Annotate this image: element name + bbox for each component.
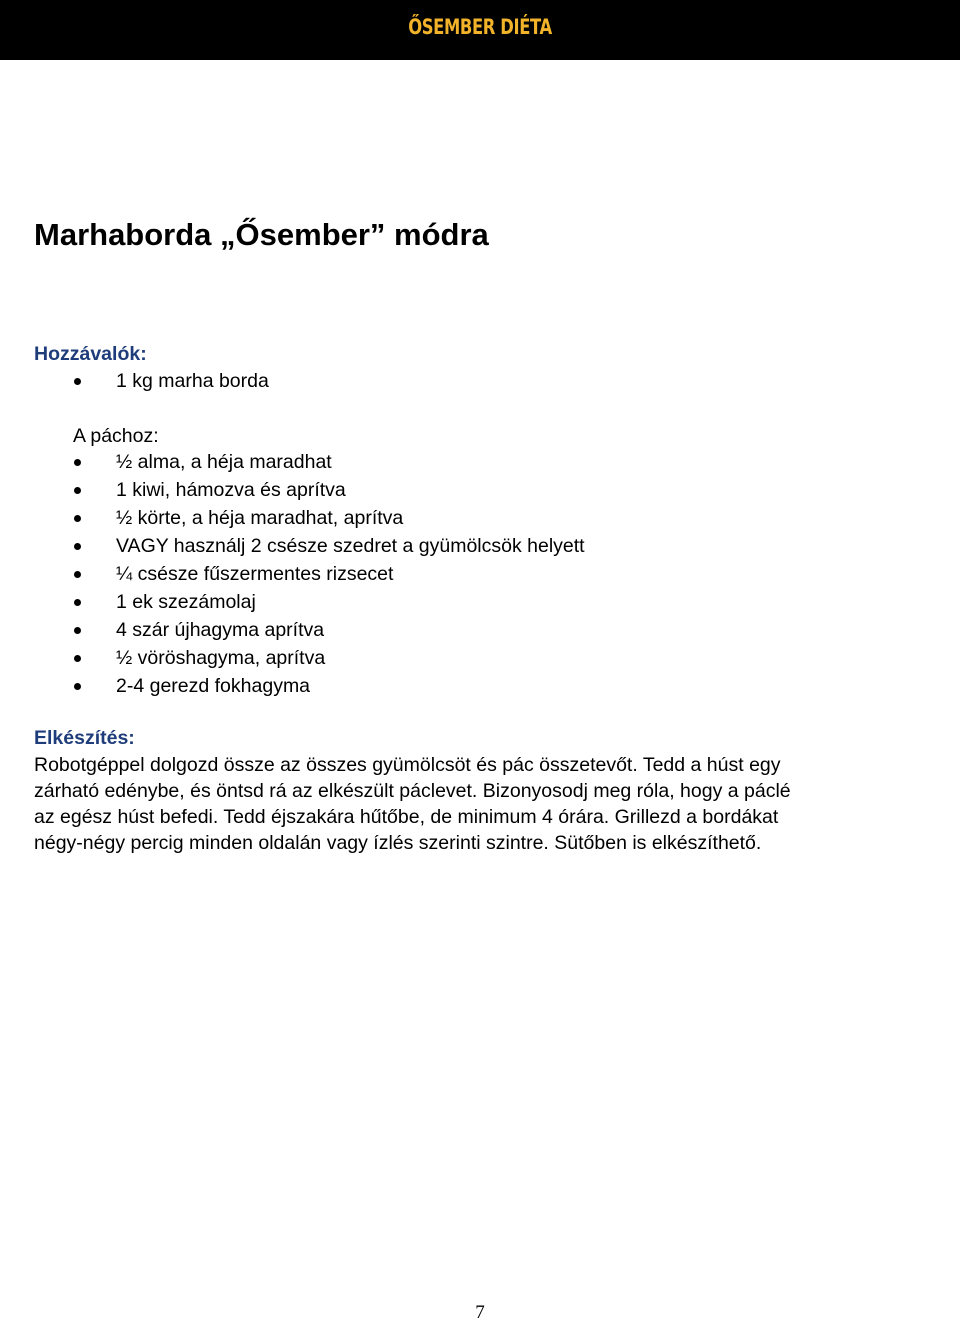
bullet-icon [74, 487, 81, 494]
bullet-icon [74, 543, 81, 550]
method-heading: Elkészítés: [34, 727, 135, 749]
list-item-text: 1 ek szezámolaj [116, 591, 256, 613]
list-item [0, 644, 585, 672]
list-item-text: VAGY használj 2 csésze szedret a gyümölcsök helyett [116, 535, 585, 557]
brand-logo: ŐSEMBER DIÉTA [408, 15, 552, 39]
list-item-text: ¼ csésze fűszermentes rizsecet [116, 563, 394, 585]
list-item [0, 560, 585, 588]
bullet-icon [74, 627, 81, 634]
list-item [0, 367, 269, 395]
list-item [0, 532, 585, 560]
method-line: Robotgéppel dolgozd össze az összes gyümölcsöt és pác összetevőt. Tedd a húst egy [34, 754, 781, 776]
list-item-text: 1 kiwi, hámozva és aprítva [116, 479, 346, 501]
list-item [0, 504, 585, 532]
bullet-icon [74, 515, 81, 522]
method-paragraph [34, 752, 791, 856]
list-item-text: 1 kg marha borda [116, 370, 269, 392]
bullet-icon [74, 459, 81, 466]
list-item-text: 4 szár újhagyma aprítva [116, 619, 325, 641]
list-item [0, 476, 585, 504]
list-item [0, 616, 585, 644]
list-item-text: ½ vöröshagyma, aprítva [116, 647, 326, 669]
list-item-text: 2-4 gerezd fokhagyma [116, 675, 311, 697]
bullet-icon [74, 571, 81, 578]
list-item-text: ½ körte, a héja maradhat, aprítva [116, 507, 404, 529]
header-bar [0, 0, 960, 60]
ingredients-heading: Hozzávalók: [34, 343, 147, 365]
list-item [0, 588, 585, 616]
page-number: 7 [475, 1302, 485, 1323]
marinade-label: A páchoz: [73, 425, 159, 447]
bullet-icon [74, 655, 81, 662]
list-item [0, 672, 585, 700]
bullet-icon [74, 599, 81, 606]
list-item-text: ½ alma, a héja maradhat [116, 451, 332, 473]
method-line: négy-négy percig minden oldalán vagy ízlés szerinti szintre. Sütőben is elkészíthető. [34, 832, 762, 854]
page-title: Marhaborda „Ősember” módra [34, 217, 489, 252]
main-ingredients-list [0, 367, 269, 395]
method-line: zárható edénybe, és öntsd rá az elkészült páclevet. Bizonyosodj meg róla, hogy a páclé [34, 780, 791, 802]
bullet-icon [74, 683, 81, 690]
list-item [0, 448, 585, 476]
bullet-icon [74, 378, 81, 385]
method-line: az egész húst befedi. Tedd éjszakára hűtőbe, de minimum 4 órára. Grillezd a bordákat [34, 806, 779, 828]
marinade-ingredients-list [0, 448, 585, 700]
